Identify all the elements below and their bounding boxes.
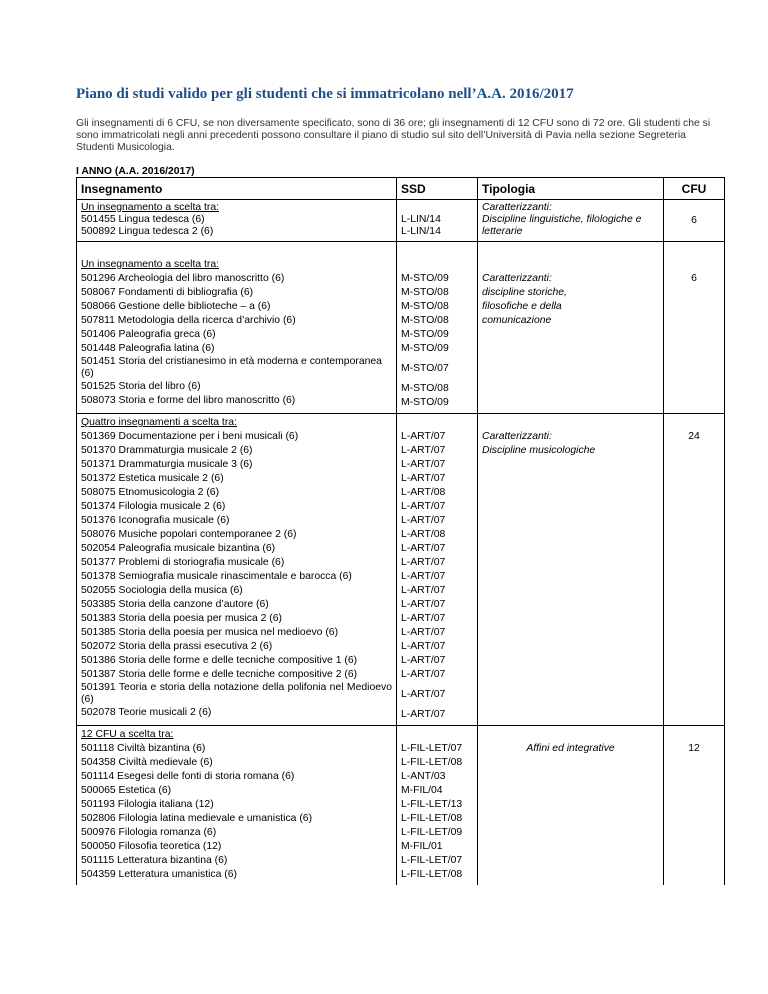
table-row-group-affini: [77, 726, 725, 886]
table-row-group-lingue: [77, 200, 725, 242]
tipologia-line: Caratterizzanti:: [482, 202, 552, 213]
header-tipologia: Tipologia: [478, 178, 664, 200]
course-ssd: L-LIN/14: [401, 214, 441, 225]
course-ssd: L-FIL-LET/07: [401, 855, 463, 866]
course-ssd: M-STO/09: [401, 343, 449, 354]
cfu-value: 6: [691, 273, 697, 284]
course-name: 501370 Drammaturgia musicale 2 (6): [81, 445, 253, 456]
cfu-value: 12: [688, 743, 700, 754]
course-ssd: M-STO/08: [401, 301, 449, 312]
tipologia-cell: [478, 200, 664, 242]
course-ssd: L-FIL-LET/07: [401, 743, 463, 754]
course-ssd: L-ART/07: [401, 689, 446, 700]
header-cfu: CFU: [664, 178, 725, 200]
cfu-cell: [664, 726, 725, 886]
tipologia-line: Discipline musicologiche: [482, 445, 596, 456]
course-name: 501386 Storia delle forme e delle tecniche compositive 1 (6): [81, 655, 358, 666]
course-name: 502055 Sociologia della musica (6): [81, 585, 243, 596]
course-ssd: L-ART/08: [401, 487, 446, 498]
course-name: 502078 Teorie musicali 2 (6): [81, 707, 212, 718]
course-name: 508076 Musiche popolari contemporanee 2 (6): [81, 529, 297, 540]
intro-line-previous-years: Gli studenti che si sono immatricolati negli anni precedenti possono consultare il piano di studio sul sito dell’Università di Pavia nella sezione Segreteria Studenti Musicologia.: [76, 118, 711, 153]
group-heading: Un insegnamento a scelta tra:: [81, 202, 220, 213]
course-ssd: L-ART/07: [401, 641, 446, 652]
tipologia-line: filosofiche e della: [482, 301, 562, 312]
tipologia-line: Caratterizzanti:: [482, 273, 552, 284]
course-name: 500976 Filologia romanza (6): [81, 827, 217, 838]
course-name: 504358 Civiltà medievale (6): [81, 757, 213, 768]
course-ssd: L-ART/07: [401, 445, 446, 456]
cfu-cell: 6: [664, 200, 725, 242]
cfu-cell: [664, 414, 725, 726]
courses-cell: [77, 242, 397, 414]
course-name: 501376 Iconografia musicale (6): [81, 515, 230, 526]
table-row-group-storiche: [77, 242, 725, 414]
intro-line-hours: Gli insegnamenti di 6 CFU, se non diversamente specificato, sono di 36 ore; gli insegnamenti di 12 CFU sono di 72 ore.: [76, 118, 626, 129]
course-name: 501383 Storia della poesia per musica 2 (6): [81, 613, 283, 624]
tipologia-line: discipline storiche,: [482, 287, 567, 298]
course-ssd: M-FIL/04: [401, 785, 443, 796]
course-ssd: M-STO/08: [401, 383, 449, 394]
courses-cell: [77, 200, 397, 242]
courses-cell: [77, 414, 397, 726]
cfu-cell: [664, 242, 725, 414]
course-name: 508066 Gestione delle biblioteche – a (6): [81, 301, 271, 312]
course-name: 507811 Metodologia della ricerca d’archivio (6): [81, 315, 296, 326]
course-ssd: M-STO/09: [401, 329, 449, 340]
courses-cell: [77, 726, 397, 886]
course-ssd: L-FIL-LET/08: [401, 813, 463, 824]
course-ssd: L-ART/07: [401, 571, 446, 582]
ssd-cell: [397, 200, 478, 242]
course-ssd: L-ART/08: [401, 529, 446, 540]
course-name: 501369 Documentazione per i beni musicali (6): [81, 431, 299, 442]
study-plan-table: [76, 177, 725, 885]
course-ssd: L-FIL-LET/08: [401, 757, 463, 768]
course-name: 501385 Storia della poesia per musica nel medioevo (6): [81, 627, 339, 638]
course-ssd: L-ART/07: [401, 613, 446, 624]
course-name: 501374 Filologia musicale 2 (6): [81, 501, 226, 512]
tipologia-line: Affini ed integrative: [526, 743, 615, 754]
course-ssd: L-FIL-LET/08: [401, 869, 463, 880]
course-name: 501391 Teoria e storia della notazione della polifonia nel Medioevo (6): [81, 682, 392, 705]
course-ssd: L-ART/07: [401, 515, 446, 526]
course-ssd: L-FIL-LET/09: [401, 827, 463, 838]
year-heading: I ANNO (A.A. 2016/2017): [76, 166, 195, 177]
course-name: 502806 Filologia latina medievale e umanistica (6): [81, 813, 313, 824]
course-name: 501296 Archeologia del libro manoscritto (6): [81, 273, 285, 284]
intro-paragraph: [76, 118, 716, 154]
ssd-cell: [397, 726, 478, 886]
table-row-group-musicologiche: [77, 414, 725, 726]
course-name: 500065 Estetica (6): [81, 785, 172, 796]
tipologia-cell: [478, 726, 664, 886]
course-name: 500050 Filosofia teoretica (12): [81, 841, 222, 852]
course-name: 508075 Etnomusicologia 2 (6): [81, 487, 220, 498]
course-ssd: L-ART/07: [401, 473, 446, 484]
course-name: 501406 Paleografia greca (6): [81, 329, 216, 340]
course-name: 501378 Semiografia musicale rinascimentale e barocca (6): [81, 571, 352, 582]
course-ssd: L-ART/07: [401, 501, 446, 512]
course-name: 501387 Storia delle forme e delle tecniche compositive 2 (6): [81, 669, 358, 680]
page-title: Piano di studi valido per gli studenti che si immatricolano nell’A.A. 2016/2017: [76, 86, 574, 102]
course-name: 502054 Paleografia musicale bizantina (6): [81, 543, 276, 554]
course-ssd: L-ANT/03: [401, 771, 446, 782]
course-ssd: L-LIN/14: [401, 226, 441, 237]
course-ssd: L-ART/07: [401, 543, 446, 554]
course-ssd: L-ART/07: [401, 627, 446, 638]
course-name: 504359 Letteratura umanistica (6): [81, 869, 237, 880]
course-ssd: M-STO/08: [401, 315, 449, 326]
course-ssd: M-STO/07: [401, 363, 449, 374]
course-ssd: L-ART/07: [401, 557, 446, 568]
course-name: 501455 Lingua tedesca (6): [81, 214, 205, 225]
tipologia-line: comunicazione: [482, 315, 552, 326]
course-name: 502072 Storia della prassi esecutiva 2 (6): [81, 641, 273, 652]
course-name: 501448 Paleografia latina (6): [81, 343, 215, 354]
course-name: 501372 Estetica musicale 2 (6): [81, 473, 224, 484]
header-insegnamento: Insegnamento: [77, 178, 397, 200]
course-ssd: M-STO/08: [401, 287, 449, 298]
course-ssd: L-ART/07: [401, 669, 446, 680]
course-name: 501525 Storia del libro (6): [81, 381, 201, 392]
course-name: 501118 Civiltà bizantina (6): [81, 743, 206, 754]
course-ssd: M-FIL/01: [401, 841, 443, 852]
header-ssd: SSD: [397, 178, 478, 200]
course-ssd: L-ART/07: [401, 585, 446, 596]
table-header-row: [77, 178, 725, 200]
course-name: 501371 Drammaturgia musicale 3 (6): [81, 459, 253, 470]
tipologia-line: Caratterizzanti:: [482, 431, 552, 442]
course-name: 501114 Esegesi delle fonti di storia romana (6): [81, 771, 295, 782]
course-ssd: L-ART/07: [401, 709, 446, 720]
course-ssd: L-ART/07: [401, 655, 446, 666]
course-name: 501115 Letteratura bizantina (6): [81, 855, 228, 866]
course-name: 500892 Lingua tedesca 2 (6): [81, 226, 214, 237]
course-name: 501193 Filologia italiana (12): [81, 799, 214, 810]
tipologia-cell: [478, 242, 664, 414]
course-name: 503385 Storia della canzone d’autore (6): [81, 599, 269, 610]
course-ssd: L-FIL-LET/13: [401, 799, 463, 810]
course-ssd: M-STO/09: [401, 397, 449, 408]
tipologia-cell: [478, 414, 664, 726]
course-ssd: L-ART/07: [401, 459, 446, 470]
course-name: 501377 Problemi di storiografia musicale (6): [81, 557, 285, 568]
group-heading: Quattro insegnamenti a scelta tra:: [81, 417, 237, 428]
course-name: 501451 Storia del cristianesimo in età moderna e contemporanea (6): [81, 356, 382, 379]
cfu-value: 24: [688, 431, 700, 442]
course-ssd: L-ART/07: [401, 431, 446, 442]
tipologia-line: Discipline linguistiche, filologiche e letterarie: [482, 214, 642, 237]
ssd-cell: [397, 242, 478, 414]
course-ssd: M-STO/09: [401, 273, 449, 284]
ssd-cell: [397, 414, 478, 726]
course-name: 508067 Fondamenti di bibliografia (6): [81, 287, 254, 298]
group-heading: Un insegnamento a scelta tra:: [81, 259, 220, 270]
course-ssd: L-ART/07: [401, 599, 446, 610]
course-name: 508073 Storia e forme del libro manoscritto (6): [81, 395, 296, 406]
group-heading: 12 CFU a scelta tra:: [81, 729, 174, 740]
